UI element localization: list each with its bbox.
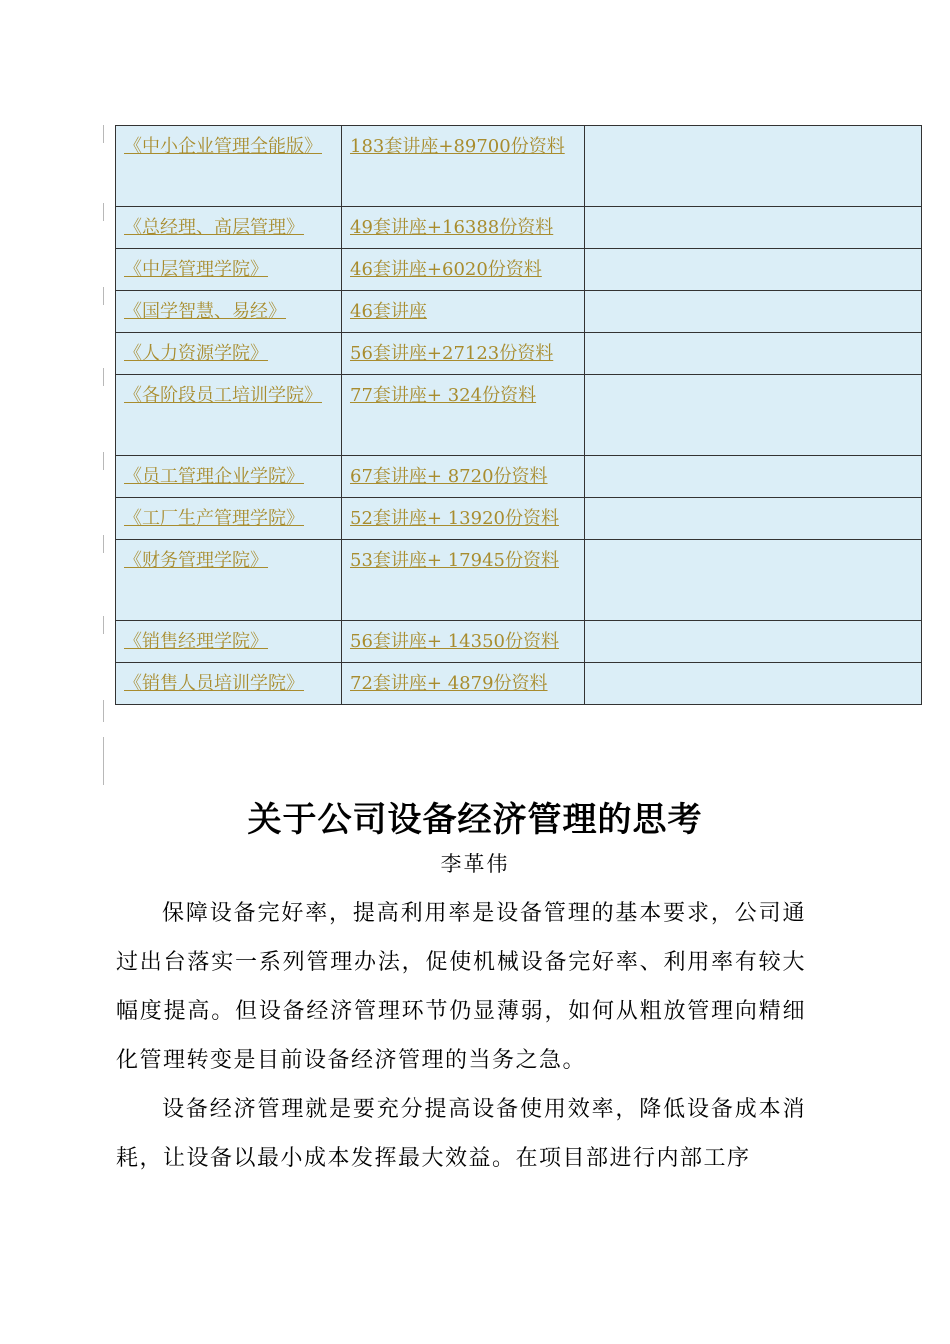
catalog-note-cell [585, 456, 922, 498]
table-row [116, 498, 922, 540]
catalog-title-cell [116, 291, 342, 333]
catalog-note-cell [585, 126, 922, 207]
catalog-resources-link[interactable]: 56套讲座+ 14350份资料 [350, 631, 559, 652]
catalog-title-cell [116, 456, 342, 498]
margin-mark [103, 452, 104, 470]
catalog-body [116, 126, 922, 705]
catalog-title-link[interactable]: 《中小企业管理全能版》 [124, 136, 322, 157]
margin-mark [103, 125, 104, 143]
table-row [116, 291, 922, 333]
catalog-title-cell [116, 621, 342, 663]
margin-mark [103, 368, 104, 386]
catalog-resources-cell [342, 333, 585, 375]
catalog-resources-link[interactable]: 77套讲座+ 324份资料 [350, 385, 537, 406]
catalog-title-link[interactable]: 《工厂生产管理学院》 [124, 508, 304, 529]
catalog-resources-link[interactable]: 52套讲座+ 13920份资料 [350, 508, 559, 529]
catalog-resources-cell [342, 249, 585, 291]
catalog-title-link[interactable]: 《财务管理学院》 [124, 550, 268, 571]
catalog-title-link[interactable]: 《各阶段员工培训学院》 [124, 385, 322, 406]
margin-mark [103, 700, 104, 722]
catalog-resources-link[interactable]: 183套讲座+89700份资料 [350, 136, 565, 157]
catalog-resources-cell [342, 126, 585, 207]
catalog-resources-cell [342, 663, 585, 705]
table-row [116, 333, 922, 375]
catalog-title-link[interactable]: 《销售经理学院》 [124, 631, 268, 652]
table-row [116, 207, 922, 249]
catalog-resources-link[interactable]: 56套讲座+27123份资料 [350, 343, 554, 364]
catalog-title-cell [116, 333, 342, 375]
table-row [116, 456, 922, 498]
catalog-note-cell [585, 498, 922, 540]
table-row [116, 375, 922, 456]
catalog-resources-link[interactable]: 46套讲座 [350, 301, 427, 322]
catalog-resources-cell [342, 375, 585, 456]
catalog-title-link[interactable]: 《员工管理企业学院》 [124, 466, 304, 487]
catalog-note-cell [585, 375, 922, 456]
table-row [116, 126, 922, 207]
catalog-resources-link[interactable]: 53套讲座+ 17945份资料 [350, 550, 559, 571]
table-row [116, 663, 922, 705]
catalog-resources-link[interactable]: 72套讲座+ 4879份资料 [350, 673, 548, 694]
catalog-title-cell [116, 249, 342, 291]
catalog-note-cell [585, 291, 922, 333]
margin-mark [103, 616, 104, 634]
catalog-resources-cell [342, 456, 585, 498]
table-row [116, 249, 922, 291]
article-author: 李革伟 [440, 852, 510, 876]
catalog-resources-cell [342, 498, 585, 540]
course-catalog-table [115, 125, 922, 705]
article-title: 关于公司设备经济管理的思考 [247, 800, 703, 840]
catalog-title-link[interactable]: 《国学智慧、易经》 [124, 301, 286, 322]
margin-mark [103, 535, 104, 553]
margin-mark [103, 203, 104, 221]
margin-mark [103, 737, 104, 785]
catalog-title-cell [116, 498, 342, 540]
catalog-resources-cell [342, 540, 585, 621]
catalog-resources-cell [342, 207, 585, 249]
catalog-title-cell [116, 540, 342, 621]
catalog-resources-cell [342, 621, 585, 663]
margin-mark [103, 287, 104, 305]
catalog-note-cell [585, 663, 922, 705]
catalog-title-link[interactable]: 《总经理、高层管理》 [124, 217, 304, 238]
catalog-title-cell [116, 126, 342, 207]
catalog-resources-cell [342, 291, 585, 333]
article-paragraph: 保障设备完好率，提高利用率是设备管理的基本要求，公司通过出台落实一系列管理办法，促使机械设备完好率、利用率有较大幅度提高。但设备经济管理环节仍显薄弱，如何从粗放管理向精细化管理转变是目前设备经济管理的当务之急。 [116, 901, 806, 1073]
catalog-title-cell [116, 663, 342, 705]
catalog-title-link[interactable]: 《人力资源学院》 [124, 343, 268, 364]
catalog-note-cell [585, 621, 922, 663]
table-row [116, 540, 922, 621]
catalog-title-cell [116, 207, 342, 249]
catalog-note-cell [585, 333, 922, 375]
catalog-title-link[interactable]: 《中层管理学院》 [124, 259, 268, 280]
catalog-note-cell [585, 249, 922, 291]
table-row [116, 621, 922, 663]
catalog-note-cell [585, 207, 922, 249]
catalog-resources-link[interactable]: 67套讲座+ 8720份资料 [350, 466, 548, 487]
catalog-resources-link[interactable]: 49套讲座+16388份资料 [350, 217, 554, 238]
catalog-title-link[interactable]: 《销售人员培训学院》 [124, 673, 304, 694]
catalog-note-cell [585, 540, 922, 621]
catalog-title-cell [116, 375, 342, 456]
article-paragraph: 设备经济管理就是要充分提高设备使用效率，降低设备成本消耗，让设备以最小成本发挥最大效益。在项目部进行内部工序 [116, 1097, 806, 1171]
catalog-resources-link[interactable]: 46套讲座+6020份资料 [350, 259, 542, 280]
